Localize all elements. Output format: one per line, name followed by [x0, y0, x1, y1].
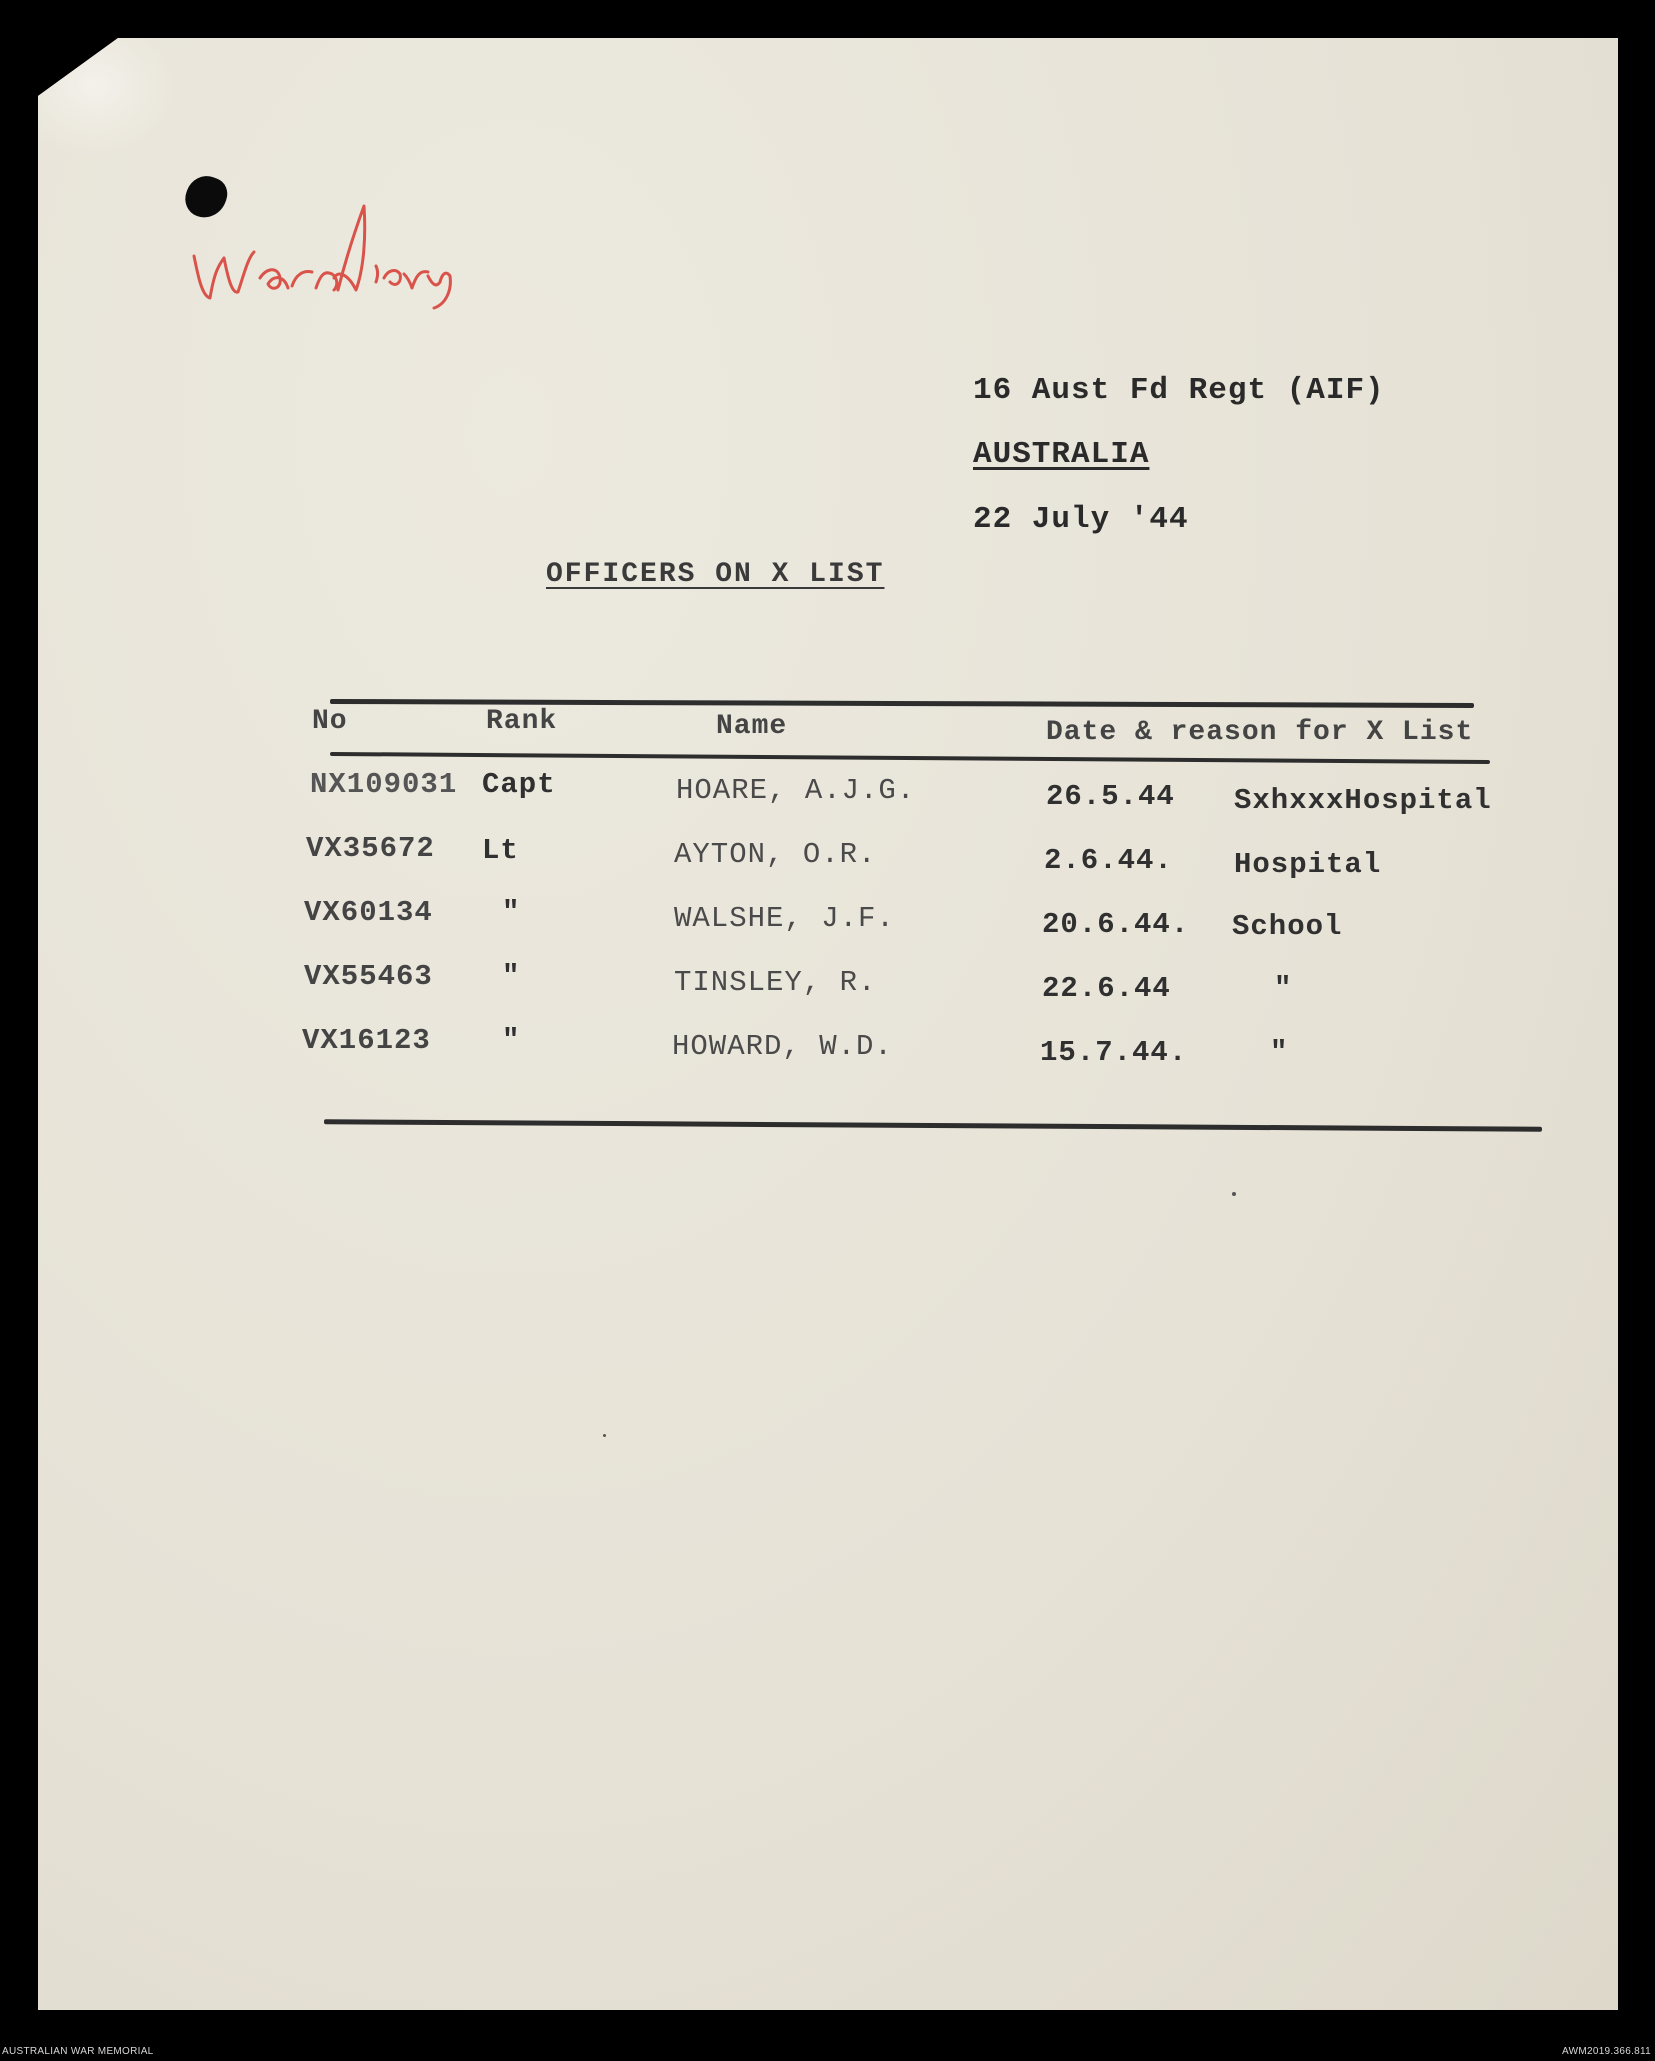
country-heading: AUSTRALIA — [973, 437, 1150, 472]
paper-sheet — [38, 38, 1618, 2010]
officer-rank: Lt — [482, 834, 519, 867]
archive-credit: AUSTRALIAN WAR MEMORIAL — [2, 2046, 154, 2057]
officer-number: NX109031 — [310, 768, 458, 801]
column-header-rank: Rank — [486, 706, 558, 737]
officer-name: HOWARD, W.D. — [672, 1030, 893, 1063]
x-list-date: 2.6.44. — [1044, 844, 1173, 877]
officer-number: VX16123 — [302, 1024, 431, 1057]
handwritten-note-text — [38, 38, 39, 39]
document-frame — [38, 38, 1618, 2010]
document-title: OFFICERS ON X LIST — [546, 559, 885, 590]
officer-rank: " — [502, 960, 521, 993]
x-list-date: 15.7.44. — [1040, 1036, 1188, 1069]
x-list-reason: School — [1232, 910, 1343, 943]
unit-heading: 16 Aust Fd Regt (AIF) — [973, 373, 1385, 408]
x-list-reason: Hospital — [1234, 848, 1382, 881]
officer-name: AYTON, O.R. — [674, 838, 877, 871]
officer-name: TINSLEY, R. — [674, 966, 877, 999]
officer-name: HOARE, A.J.G. — [676, 774, 916, 807]
officer-rank: Capt — [482, 768, 556, 801]
ink-speck — [1232, 1192, 1236, 1196]
archive-reference: AWM2019.366.811 — [1562, 2046, 1651, 2057]
column-header-date-reason: Date & reason for X List — [1046, 717, 1474, 748]
officer-number: VX60134 — [304, 896, 433, 929]
officer-name: WALSHE, J.F. — [674, 902, 895, 935]
ink-speck — [603, 1434, 606, 1437]
officer-rank: " — [502, 896, 521, 929]
column-header-name: Name — [716, 711, 788, 742]
corner-stain — [38, 38, 178, 158]
x-list-date: 26.5.44 — [1046, 780, 1175, 813]
officer-rank: " — [502, 1024, 521, 1057]
x-list-reason: " — [1274, 972, 1293, 1005]
officer-number: VX35672 — [306, 832, 435, 865]
document-date: 22 July '44 — [973, 502, 1189, 537]
officer-number: VX55463 — [304, 960, 433, 993]
x-list-reason: SxhxxxHospital — [1234, 784, 1492, 817]
column-header-no: No — [312, 706, 348, 737]
x-list-date: 20.6.44. — [1042, 908, 1190, 941]
x-list-reason: " — [1270, 1036, 1289, 1069]
handwritten-war-diary-note — [188, 178, 548, 318]
x-list-date: 22.6.44 — [1042, 972, 1171, 1005]
